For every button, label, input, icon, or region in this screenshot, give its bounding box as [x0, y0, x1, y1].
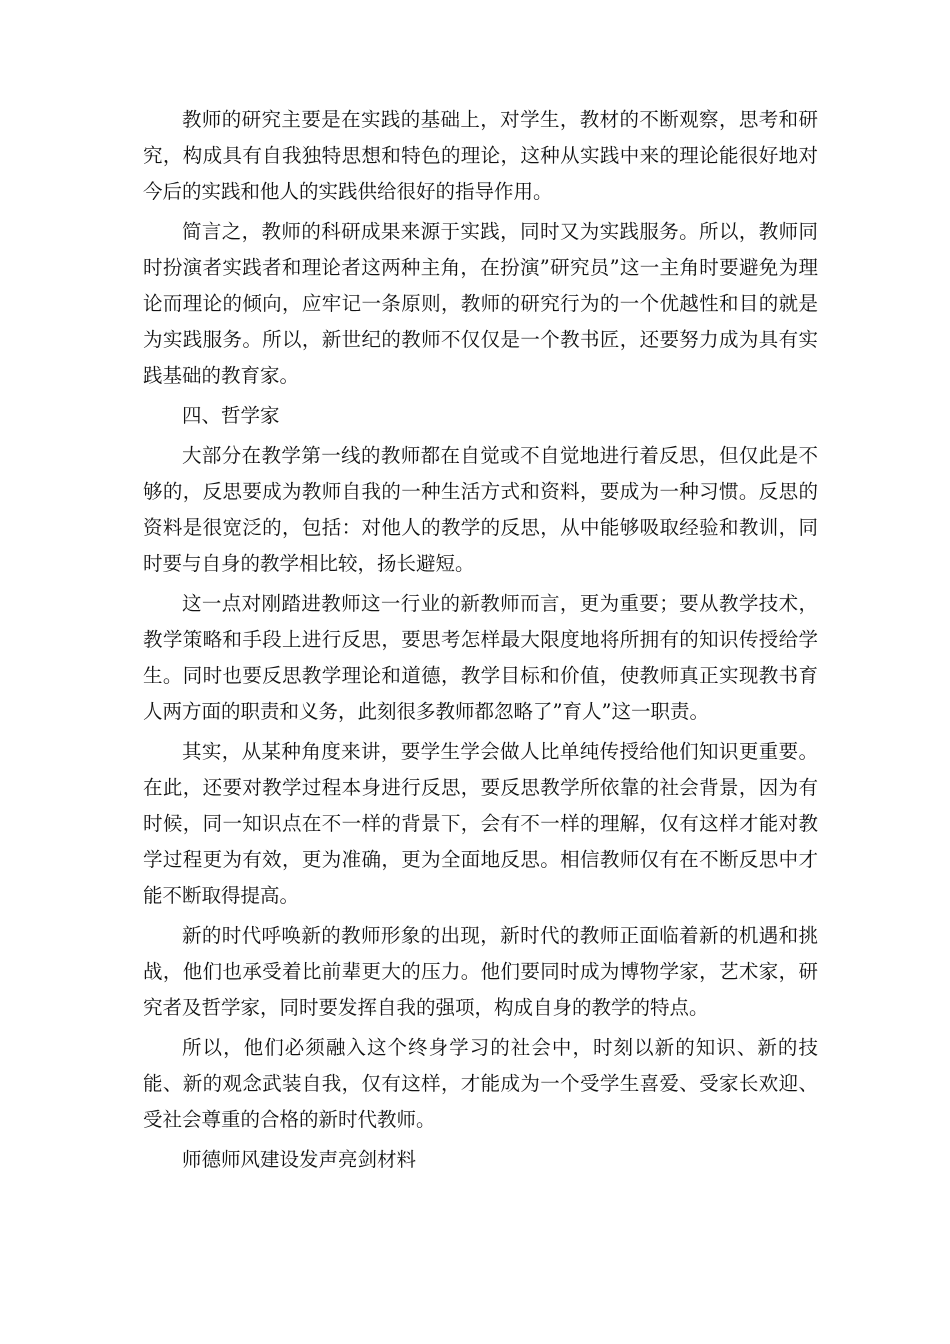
paragraph-teaching-process-reflection: 其实，从某种角度来讲，要学生学会做人比单纯传授给他们知识更重要。在此，还要对教学过程本身进行反思，要反思教学所依靠的社会背景，因为有时候，同一知识点在不一样的背景下，会有不一样的理解，仅有这样才能对教学过程更为有效，更为准确，更为全面地反思。相信教师仅有在不断反思中才能不断取得提高。	[143, 740, 818, 907]
section-heading-philosopher: 四、哲学家	[182, 404, 280, 427]
next-section-title: 师德师风建设发声亮剑材料	[182, 1148, 417, 1171]
paragraph-reflection-habit: 大部分在教学第一线的教师都在自觉或不自觉地进行着反思，但仅此是不够的，反思要成为教师自我的一种生活方式和资料，要成为一种习惯。反思的资料是很宽泛的，包括：对他人的教学的反思，从中能够吸取经验和教训，同时要与自身的教学相比较，扬长避短。	[143, 444, 818, 575]
paragraph-new-teacher-reflection: 这一点对刚踏进教师这一行业的新教师而言，更为重要；要从教学技术，教学策略和手段上进行反思，要思考怎样最大限度地将所拥有的知识传授给学生。同时也要反思教学理论和道德，教学目标和价值，使教师真正实现教书育人两方面的职责和义务，此刻很多教师都忽略了”育人”这一职责。	[143, 592, 818, 723]
paragraph-research-practice: 教师的研究主要是在实践的基础上，对学生，教材的不断观察，思考和研究，构成具有自我独特思想和特色的理论，这种从实践中来的理论能很好地对今后的实践和他人的实践供给很好的指导作用。	[143, 108, 818, 203]
paragraph-new-era-teacher: 新的时代呼唤新的教师形象的出现，新时代的教师正面临着新的机遇和挑战，他们也承受着比前辈更大的压力。他们要同时成为博物学家，艺术家，研究者及哲学家，同时要发挥自我的强项，构成自身的教学的特点。	[143, 924, 818, 1019]
document-body	[143, 102, 818, 1182]
paragraph-lifelong-learning: 所以，他们必须融入这个终身学习的社会中，时刻以新的知识、新的技能、新的观念武装自我，仅有这样，才能成为一个受学生喜爱、受家长欢迎、受社会尊重的合格的新时代教师。	[143, 1036, 818, 1131]
paragraph-research-summary: 简言之，教师的科研成果来源于实践，同时又为实践服务。所以，教师同时扮演者实践者和理论者这两种主角，在扮演”研究员”这一主角时要避免为理论而理论的倾向，应牢记一条原则，教师的研究行为的一个优越性和目的就是为实践服务。所以，新世纪的教师不仅仅是一个教书匠，还要努力成为具有实践基础的教育家。	[143, 220, 818, 387]
